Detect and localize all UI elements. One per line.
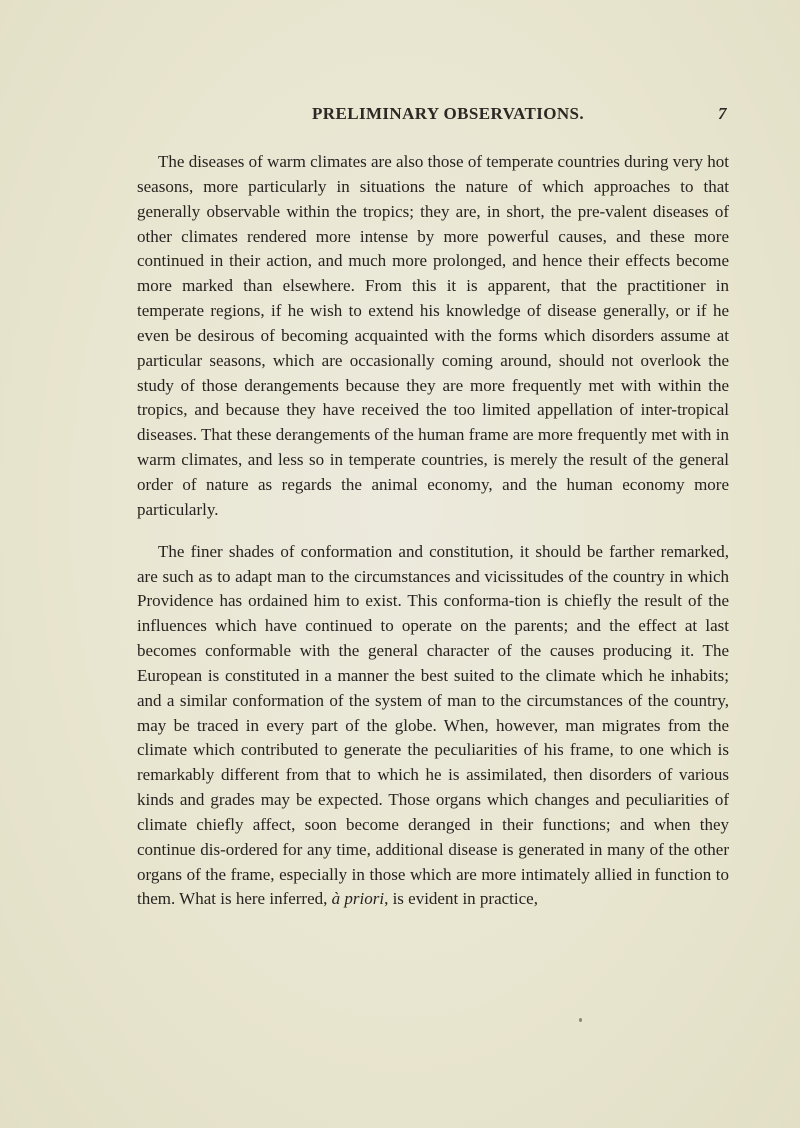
running-title: PRELIMINARY OBSERVATIONS. bbox=[312, 104, 585, 123]
paragraph-2-ending: , is evident in practice, bbox=[384, 889, 538, 909]
paragraph-1: The diseases of warm climates are also those of temperate countries during very hot seasons, more particularly in situations the nature of which approaches to that generally observable within the tropics; they are, in short, the pre-valent diseases of other climates rendered more intense by more powerful causes, and these more continued in their action, and much more prolonged, and hence their effects become more marked than elsewhere. From this it is apparent, that the practitioner in temperate regions, if he wish to extend his knowledge of disease generally, or if he even be desirous of becoming acquainted with the forms which disorders assume at particular seasons, which are occasionally coming around, should not overlook the study of those derangements because they are more frequently met with within the tropics, and because they have received the too limited appellation of inter-tropical diseases. That these derangements of the human frame are more frequently met with in warm climates, and less so in temperate countries, is merely the result of the general order of nature as regards the animal economy, and the human economy more particularly. bbox=[137, 152, 729, 519]
running-head bbox=[0, 104, 800, 128]
paper-speck bbox=[579, 1018, 582, 1022]
page-number: 7 bbox=[718, 104, 727, 123]
italic-phrase: à priori bbox=[331, 889, 385, 909]
paragraph-2 bbox=[137, 540, 729, 913]
body-text bbox=[137, 150, 729, 912]
paragraph-2-text: The finer shades of conformation and constitution, it should be farther remarked, are such as to adapt man to the circumstances and vicissitudes of the country in which Providence has ordained him to exist. This conforma-tion is chiefly the result of the influences which have continued to operate on the parents; and the effect at last becomes conformable with the general character of the causes producing it. The European is constituted in a manner the best suited to the climate which he inhabits; and a similar conformation of the system of man to the circumstances of the country, may be traced in every part of the globe. When, however, man migrates from the climate which contributed to generate the peculiarities of his frame, to one which is remarkably different from that to which he is assimilated, then disorders of various kinds and grades may be expected. Those organs which changes and peculiarities of climate chiefly affect, soon become deranged in their functions; and when they continue dis-ordered for any time, additional disease is generated in many of the other organs of the frame, especially in those which are more intimately allied in function to them. What is here inferred, bbox=[137, 541, 729, 909]
